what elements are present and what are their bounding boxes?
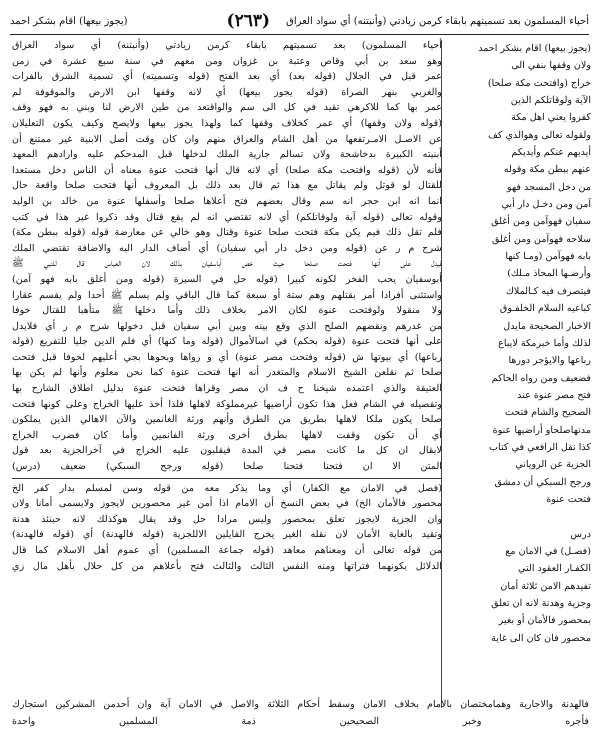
text-line: شرح م ر عن (قوله ومن دخل دار أبي سفيان) أي أضاف الدار اليه والاضافة تقتضي الملك bbox=[12, 242, 442, 254]
text-line: وتقيد بالغاية الأمان لان نقله الغير يخرج القايلين الاللجزية (قوله فالهدنة) أي (قوله فالهدنة) bbox=[12, 529, 442, 541]
text-line: عن الاصـل الامـرتفعها من أهل الشام والعراق منهم وان كان وقت أصل الابنية غير ممتنع أن bbox=[12, 133, 442, 145]
text-line: ولا منقولا ولوفتحت عنوة لكان الامر بخلاف ذلك وأما دخلها ﷺ متأهبا للقتال خوفا bbox=[12, 305, 442, 317]
text-line: رباعها) أي بيوتها ش (قوله وفتحت مصر عنوة) أي و رواها وبحوها بجي أعليهم لحوفا قبل فتحت bbox=[12, 351, 442, 363]
margin-line: الآية ولوقاتلكم الذين bbox=[510, 95, 591, 107]
margin-line: الجزية عن الروياني bbox=[515, 459, 591, 471]
text-line: وهو سعد بن أبي وقاص وعتبة بن غزوان ومن معهم في سنة سبع عشرة في زمن bbox=[12, 55, 442, 67]
margin-line: الصحيح والشام فتحت bbox=[504, 407, 591, 419]
text-line: للقتال لو قوتل ولم يقاتل مع هذا ثم قال بعد ذلك بل المعروف أنها فتحت صلحا واقعة حال bbox=[12, 180, 442, 192]
margin-line: فضعيف ومن رواه الحاكم bbox=[491, 372, 591, 384]
text-line: أحياء المسلمون) بعد تسميتهم بابقاء كرمن زيادتي (وأنبتنه) أي سواد العراق bbox=[12, 40, 442, 51]
text-line: فلم تقل ذلك فيم يكن مكة فتحت صلحا عنوة وقتال وهو خالي عن معارضة قوله (قوله ببطن مكة) bbox=[12, 227, 442, 239]
margin-line: الاخبار الصحيحة مايدل bbox=[503, 320, 591, 332]
text-line: من غدرهم ونقضهم الصلح الذي وقع بينه وبين أبي سفيان قبل دخولها شرح م ر أي فلايدل bbox=[12, 320, 442, 332]
margin-line: بمحصور فالأمان أو بغير bbox=[498, 615, 591, 627]
text-line: أبنيته الكبيرة بدخاشحة ولان تسالم جارية الملك لدخلها قبل المدحكم عليه وارادهم المعهد bbox=[12, 149, 442, 161]
text-line: فأنه لأن (قوله وافتحت مكة صلحا) أي لانه قال أنها فتحت عنوة معناه أن الناس دخل مستعدا bbox=[12, 164, 442, 176]
margin-line: ولان وقفها بنفي الى bbox=[511, 60, 591, 72]
text-line: صلحا يكون ملكا لاهلها بطريق من الطرق وأنهم ورثة الغانمين والآن الاهالي الذين يملكون bbox=[12, 414, 442, 426]
margin-line: محصور فان كان الى غاية bbox=[491, 632, 591, 644]
text-line: وتفصيله في الشام فعل هذا تكون أراضيها غيرمملوكة لاهلها فلذا أخذ عليها الخراج وعلى كونها فتحت bbox=[12, 398, 442, 410]
margin-line: من دخل المسجد فهو bbox=[507, 181, 591, 193]
text-line: عمر بها كما للاكرهي تقيد في كل الى سم والواقتعد من طين الارض لنا وبني به فهو وقف bbox=[12, 102, 442, 114]
margin-line: سفيان فهوآمن ومن أغلق bbox=[491, 216, 591, 228]
text-line: والغربي بنهر الصراة (قوله يجوز بيعها) أي لانه وقفها ابن الارض والموقوفة لم bbox=[12, 86, 442, 98]
text-line: صلحا ثم نقلعن الشيخ الاسلام والمتغدر أنه انها فتحت عنوة كما نحن معلوم وأنها لم يكن بها bbox=[12, 367, 442, 379]
margin-line: درس bbox=[570, 528, 591, 540]
text-line: فيدل على أنها فتحت صلحا حيث خص أباسفيان بذلك لان العباس قال للنبي ﷺ bbox=[12, 258, 442, 270]
margin-line: وجزية وهدنة لانه ان تعلق bbox=[491, 598, 591, 609]
section-divider bbox=[12, 478, 442, 479]
main-text-block-2 bbox=[12, 481, 442, 575]
text-line: أي أن تكون وقفت لاهلها بطرق أخرى ورثة الفانمين وأما كان فضرب الخراج bbox=[12, 429, 442, 441]
text-line: وان الجزية لايجوز تعلق بمحصور وليس مرادا حل وقد يقال هوكذلك لانه حينئذ هدنة bbox=[12, 513, 442, 525]
margin-line: لذلك وأما خبرمكة لايباع bbox=[498, 337, 591, 349]
main-commentary bbox=[12, 38, 442, 692]
text-line: (فصل في الامان مع الكفار) أي وما يذكر معه من قوله وسن لمسلم بدار كفر الخ bbox=[12, 482, 442, 494]
margin-line: آمن ومن دخـل دار أبي bbox=[501, 199, 591, 211]
text-line: من قوله تعالى أن ومعناهم معاهد (قوله جماعة المسلمين) أي عموم أهل الاسلام كما قال bbox=[12, 545, 442, 556]
running-head-left: (يجوز بيعها) اقام بشكر احمد bbox=[10, 15, 128, 27]
margin-line: عنهم ببطن مكة وقوله bbox=[503, 164, 591, 176]
margin-commentary bbox=[441, 40, 591, 708]
text-line: أبوسفيان يحب الفخر لكونه كبيرا (قوله حل في السيرة (قوله ومن أغلق بابه فهو آمن) bbox=[12, 273, 442, 285]
text-line: محصور فالأمان الخ) في بعض النسخ أن الامام اذا أمن غير محصورين لايجوز ولايسمى أمانا ولان bbox=[12, 498, 442, 510]
footer-line: فأجره وخبر الصحيحين ذمة المسلمين واحدة bbox=[12, 716, 589, 727]
margin-line: تفيدهم الامن ثلاثة أمان bbox=[500, 580, 591, 592]
margin-line: وأرضـها المحاذ مـلك) bbox=[507, 268, 591, 280]
text-line: واستثنى أفرادا أمر بقتلهم وهم ستة أو سبعة كما قال الباقي ولم يسلم ﷺ أحدا ولم يقسم عقارا bbox=[12, 289, 442, 301]
margin-line: كذا نقل الرافعي في كتاب bbox=[488, 441, 591, 453]
text-line: الدلائل بكونهما فتراتها ومنه النفس الثالث والثالث فتح بأعلاهم من كل حلال بأهل مال زي bbox=[12, 560, 442, 572]
text-line: عمر قبل في الجلال (قوله بعد) أي بعد الفتح (قوله وتسميته) أي تسمية الشرق بالفرات bbox=[12, 71, 442, 83]
margin-line: فتح مصر عنوة عند bbox=[517, 389, 591, 401]
margin-line: خراج (وافتحت مكة صلحا) bbox=[487, 77, 591, 89]
running-head-right: أحياء المسلمون بعد تسميتهم بابقاء كرمن زيادتي (وأنبتنه) أي سواد العراق bbox=[286, 15, 589, 27]
text-line: (قوله ولان وقفها) أي عمر كخلاف وقفها كما ولهذا يجوز بيعها ولايصح وكيف يكون التعليلان bbox=[12, 117, 442, 129]
margin-line: مدنهاصلحاو أراضيها عنوة bbox=[492, 424, 591, 436]
page-number: (٢٦٣) bbox=[226, 11, 271, 31]
margin-line: بابه فهوآمن (ومـا كنها bbox=[505, 251, 591, 263]
footer-line: فالهدنة والاجارية وهمامختصان بالامام بخلاف الامان وسقط أحكام الثلاثة والاصل في الامان آية وان أحدمن المشركين استجارك bbox=[12, 699, 589, 710]
footer-text bbox=[12, 696, 589, 734]
text-line: المتن الا ان فتحنا فتحنا صلحا (قوله ورجح السبكي) ضعيف (درس) bbox=[12, 461, 442, 473]
margin-line: أيديهم عنكم وأيديكم bbox=[511, 147, 591, 159]
text-line: على أنها فتحت عنوة (قوله بحكم) في اسالأموال (قوله وما كنها) أي فلم الدين جليا للتفريع (قوله bbox=[12, 336, 442, 348]
margin-line: (يجوز بيعها) اقام بشكر احمد bbox=[478, 43, 591, 54]
text-line: لايقال ان كل ما كانت مصر في المدة فيقلبون عليه الخراج في آخرالجزية بعد قول bbox=[12, 445, 442, 457]
text-line: انما انه ابن حجر انه سم وقال بعضهم فتح أعلاها صلحا وأسفلها عنوة من خالد بن الوليد bbox=[12, 195, 442, 207]
margin-line: ولقوله تعالى وهوالذي كف bbox=[487, 129, 591, 141]
text-line: وقوله تعالى (قوله آية ولوقاتلكم) أي لانه تقتضي انه لم يقع قتال وقد ذكروا غير هذا في كتب bbox=[12, 211, 442, 223]
margin-line: (فصـل) في الامان مع bbox=[505, 545, 591, 557]
margin-line: فتحت عنوة bbox=[546, 493, 591, 505]
margin-line: ورجح السبكي أن دمشق bbox=[494, 476, 591, 488]
main-text-block-1 bbox=[12, 38, 442, 475]
margin-line: الكفـار العقود التي bbox=[518, 563, 591, 575]
margin-line: فيتصرف فيه كـالملاك bbox=[505, 285, 591, 297]
page-header bbox=[10, 8, 589, 35]
margin-line bbox=[446, 508, 591, 525]
text-line: العتيقة والذي اعتمده شيخنا ح ف ان مصر وقراها فتحت عنوة بدليل اطلاق الشارح بها bbox=[12, 383, 442, 395]
margin-line: كفروا يعني اهل مكة bbox=[511, 112, 591, 124]
margin-line: كباعيه السلام الخلفـوق bbox=[499, 303, 591, 315]
margin-line: رباعها والايؤجر دورها bbox=[508, 355, 591, 367]
margin-line: سلاحه فهوآمن ومن أغلق bbox=[492, 233, 591, 245]
